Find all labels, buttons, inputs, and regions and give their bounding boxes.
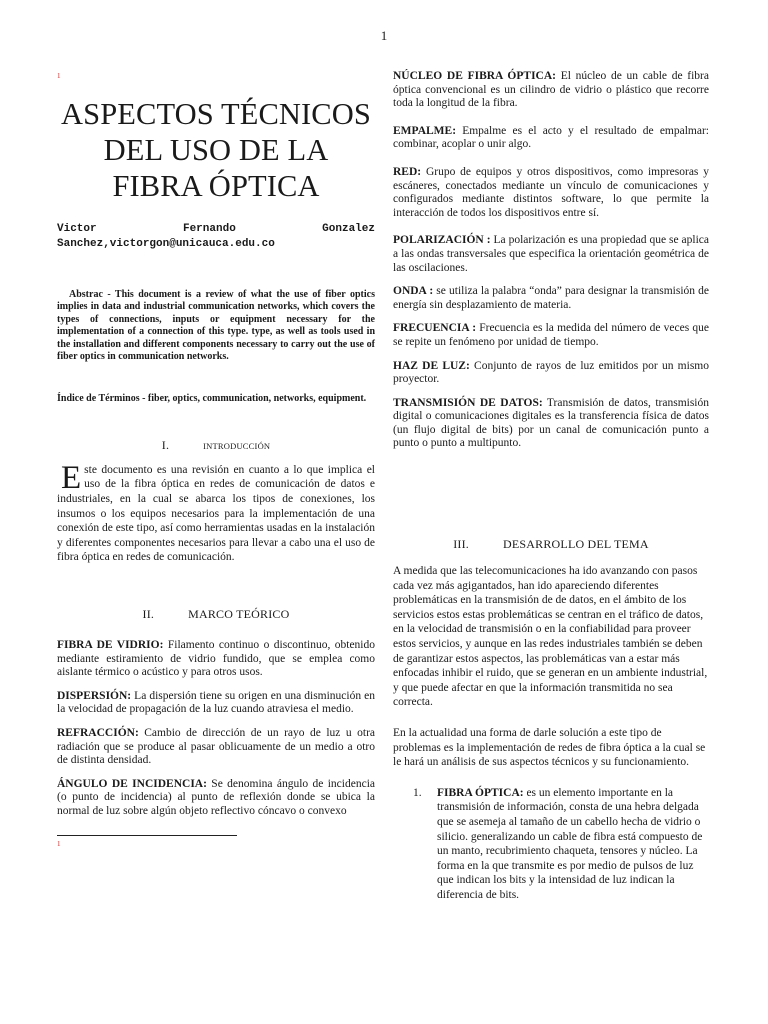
page-number: 1 — [380, 28, 388, 43]
index-terms: Índice de Términos - fiber, optics, communication, networks, equipment. — [57, 393, 367, 405]
definition-term: RED: — [393, 165, 422, 178]
definition-text: La polarización es una propiedad que se aplica a las ondas transversales que especifica la orientación geométrica de las oscilaciones. — [393, 234, 710, 274]
definition-entry — [393, 125, 709, 152]
list-text — [437, 786, 709, 903]
section-number: I. — [161, 437, 170, 452]
author-middle-name: Fernando — [182, 223, 236, 235]
definition-term: REFRACCIÓN: — [57, 726, 139, 739]
drop-cap: E — [61, 459, 82, 496]
left-column — [57, 70, 375, 848]
definition-entry — [393, 360, 709, 387]
definition-text: se utiliza la palabra “onda” para designar la transmisión de energía sin desplazamiento de materia. — [393, 285, 709, 311]
section-heading-marco-teorico — [57, 607, 375, 622]
body-paragraph: En la actualidad una forma de darle solución a este tipo de problemas es la implementación de redes de fibra óptica a la cual se le hará un análisis de sus aspectos técnicos y su funcionamiento. — [393, 727, 706, 769]
definitions-list — [57, 639, 375, 819]
definition-text: El núcleo de un cable de fibra óptica convencional es un cilindro de vidrio o plástico que recorre toda la longitud de la fibra. — [393, 70, 709, 110]
definition-entry — [57, 639, 375, 680]
definition-entry — [57, 690, 375, 717]
author-block — [57, 222, 375, 252]
definition-entry — [393, 322, 709, 349]
definition-term: ONDA : — [393, 285, 434, 298]
definition-term: HAZ DE LUZ: — [393, 359, 470, 372]
definition-term: FRECUENCIA : — [393, 322, 477, 335]
definition-text: Transmisión de datos, transmisión digital o comunicaciones digitales es la transferencia física de datos (un flujo digital de bits) por un canal de comunicación punto a punto o punto a multipunto. — [393, 396, 709, 450]
definition-term: NÚCLEO DE FIBRA ÓPTICA: — [393, 70, 556, 82]
definition-text: Frecuencia es la medida del número de veces que se repite un fenómeno por unidad de tiempo. — [393, 322, 709, 348]
footnote-divider — [57, 835, 237, 836]
footnote-marker: 1 — [57, 72, 61, 80]
definition-text: Filamento continuo o discontinuo, obtenido mediante estiramiento de vidrio fundido, que se emplea como aislante térmico o acústico y para otros usos. — [57, 639, 375, 679]
definition-term: TRANSMISIÓN DE DATOS: — [393, 396, 543, 409]
body-paragraph: A medida que las telecomunicaciones ha ido avanzando con pasos cada vez más agigantados, han ido apareciendo diferentes problemáticas en la transmisión de de datos, en el ámbito de los servicios estos estas problemáticas se centran en el tráfico de datos, en la velocidad de transmisión o en la confiabilidad para proveer estos servicios, y aunque en las redes industriales también se deben de garantizar estos aspectos, las problemáticas van a estar más enfocadas inhibir el ruido, que se generan en un ambiente industrial, y que puede afectar en que la información transmitida no sea correcta. — [393, 565, 708, 709]
definition-text: Se denomina ángulo de incidencia (o punto de incidencia) al punto de reflexión donde se ubica la normal de luz sobre algún objeto reflectivo cóncavo o convexo — [57, 777, 375, 817]
author-surname: Gonzalez — [322, 223, 375, 235]
definition-entry — [393, 285, 709, 312]
definition-entry — [393, 70, 709, 111]
list-description: es un elemento importante en la transmisión de información, consta de una hebra delgada que se asemeja al tamaño de un cabello hecha de vidrio o silicio. generalizando un cable de fibra está compuesto de un manto, recubrimiento chaqueta, tensores y núcleo. La forma en la que transmite es por medio de pulsos de luz que indican los bits y la intensidad de luz indican la diferencia de bits. — [437, 786, 703, 901]
abstract: Abstrac - This document is a review of what the use of fiber optics implies in data and industrial communication networks, which covers the types of connections, inputs or equipment necessary for the implementation of a connection of this type. type, as well as tools used in the installation and different components necessary to carry out the use of fiber optics in communication networks. — [57, 289, 375, 363]
footnote-marker-bottom: 1 — [57, 839, 61, 848]
definition-term: FIBRA DE VIDRIO: — [57, 639, 164, 651]
definition-term: DISPERSIÓN: — [57, 689, 132, 702]
author-email-line: Sanchez,victorgon@unicauca.edu.co — [57, 238, 275, 250]
definition-term: EMPALME: — [393, 124, 457, 137]
right-column — [393, 70, 709, 903]
definition-text: Cambio de dirección de un rayo de luz u otra radiación que se produce al pasar oblicuamente de un medio a otro de distinta densidad. — [57, 726, 375, 767]
section-heading-introduccion — [57, 438, 375, 453]
definition-term: ÁNGULO DE INCIDENCIA: — [57, 777, 207, 790]
definition-text: Empalme es el acto y el resultado de empalmar: combinar, acoplar o unir algo. — [393, 124, 709, 151]
definition-text: Conjunto de rayos de luz emitidos por un mismo proyector. — [393, 359, 709, 386]
author-first-name: Victor — [57, 223, 97, 235]
definition-text: La dispersión tiene su origen en una disminución en la velocidad de propagación de la luz cuando atraviesa el medio. — [57, 689, 375, 716]
numbered-list-item — [413, 786, 709, 903]
definition-term: POLARIZACIÓN : — [393, 234, 491, 247]
definition-text: Grupo de equipos y otros dispositivos, como impresoras y escáneres, conectados mediante un vínculo de comunicaciones y configurados mediante distintos software, lo que permite la interacción de todos los dispositivos entre sí. — [393, 165, 709, 219]
definition-entry — [57, 778, 375, 819]
section-title: DESARROLLO DEL TEMA — [503, 537, 649, 552]
list-term: FIBRA ÓPTICA: — [437, 786, 524, 799]
definition-entry — [393, 166, 709, 220]
definition-entry — [393, 397, 709, 451]
list-number: 1. — [413, 786, 422, 799]
definition-entry — [393, 234, 709, 275]
introduction-paragraph — [57, 459, 375, 565]
introduction-text: ste documento es una revisión en cuanto a lo que implica el uso de la fibra óptica en redes de comunicación de datos e industriales, en la cual se abarca los tipos de conexiones, los insumos o los equipos necesarios para la implementación de una conexión de este tipo, así como herramientas usadas en la instalación y diferentes componentes necesarios para llevar a cabo una el uso de fibra óptica en redes de comunicación. — [57, 463, 375, 564]
paper-title: ASPECTOS TÉCNICOS DEL USO DE LA FIBRA ÓPTICA — [61, 97, 371, 203]
section-heading-desarrollo — [393, 537, 709, 552]
section-title: INTRODUCCIÓN — [203, 440, 271, 451]
definition-entry — [57, 727, 375, 768]
section-title: MARCO TEÓRICO — [188, 607, 290, 621]
section-number: III. — [453, 537, 469, 552]
section-number: II. — [142, 607, 155, 621]
